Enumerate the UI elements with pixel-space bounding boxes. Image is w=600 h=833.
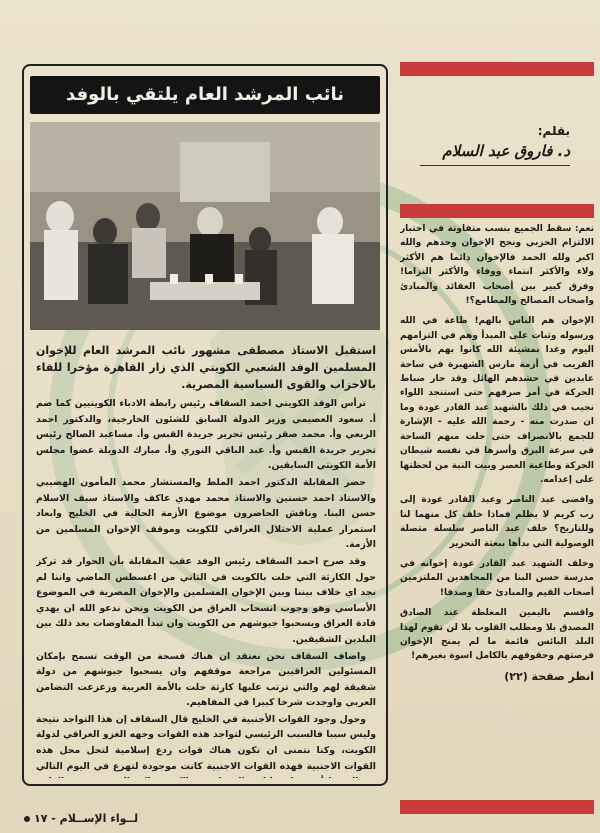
article-paragraph: ترأس الوفد الكويتي احمد السقاف رئيس رابطة الادباء الكويتيين كما ضم أ. سعود العصيمي وزير الدولة السابق للشئون الخارجية، والدكتور احمد الربعي وأ. محمد صقر رئيس تحرير جريدة القبس وأ. مساعيد الصالح رئيس تحرير جريدة القبس وأ. عبد الباقي النوري وأ. مبارك الدويلة عضوا مجلس الأمة الكويتي السابقين. [36, 398, 376, 472]
article-headline: نائب المرشد العام يلتقي بالوفد [30, 76, 380, 114]
column-paragraph: وافضى عبد الناصر وعبد القادر عودة إلى رب كريم لا يظلم فماذا خلف كل منهما لنا وللتاريخ؟ خلف عبد الناصر سلسلة متصلة الوصولية التي بدأها ببعثة التحرير [400, 495, 594, 549]
meeting-photo [30, 122, 380, 330]
column-paragraph: وخلف الشهيد عبد القادر عودة إخوانه في مدرسة حسن البنا من المجاهدين الملتزمين أصحاب القيم والمبادئ حقا وصدقا! [400, 558, 594, 598]
continued-link[interactable]: انظر صفحة (٢٢) [504, 669, 594, 683]
top-red-bar [400, 62, 594, 76]
article-paragraph: وقد صرح احمد السقاف رئيس الوفد عقب المقابلة بأن الحوار قد تركز حول الكارثة التي حلت بالكويت في الثاني من اغسطس الماضي واننا لم نجد اي خلاف بيننا وبين الإخوان المسلمين والإخوان المصرية في الموضوع الأساسي وهو وجوب انسحاب العراق من الكويت ونحن ندعو الله ان يهدي قادة العراق ويسحبوا جيوشهم من الكويت وان تبدأ المفاوضات بعد ذلك بين البلدين الشقيقين. [36, 555, 376, 645]
bullet-icon [24, 816, 30, 822]
column-paragraph: الإخوان هم الناس بالهم! طاعة في الله ورسوله وثبات على المبدأ وهم في التزامهم اليوم وغدا بمشيئة الله كانوا بهم بالأمس القريب في أزمة مارس الشهيرة في ساحة عابدين في حشدهم الهائل وقد حار ضباط الحركة في أمر صرفهم حتى استنجد اللواء نجيب في ذلك بالشهيد عبد القادر عودة وما ان صدرت منه - رحمة الله عليه - الإشارة للجمع بالانصراف حتى خلت منهم الساحة في سرعة البرق وأسرها في نفسه شيطان الحركة وطاغية العصر وبيت النية من لحظتها على إعدامه. [400, 316, 594, 485]
article-lead: استقبل الاستاذ مصطفى مشهور نائب المرشد العام للإخوان المسلمين الوفد الشعبي الكويتي الذي زار القاهرة مؤخرا للقاء بالاحزاب والقوى السياسية المصرية. [36, 344, 376, 391]
byline-label: بقلم: [537, 124, 570, 138]
byline-rule [420, 165, 570, 166]
column-paragraph: واقسم باليمين المغلظة عند الصادق المصدق بلا ومطلب القلوب بلا لن تقوم لهذا البلد البائس قائمة ما لم يمنح الإخوان فرصتهم وحقوقهم بالكامل اسوة بغيرهم! [400, 608, 594, 662]
page-footer [24, 812, 224, 825]
article-paragraph: حضر المقابلة الدكتور احمد الملط والمستشار محمد المأمون الهضيبي والاستاذ احمد حسنين والاستاذ محمد مهدي عاكف والاستاذ سيف الاسلام حسن البنا. وناقش الحاضرون موضوع الأزمة الحالية في الخليج وابعاد استمرار عملية الاحتلال العراقي للكويت وموقف الإخوان المسلمين من الأزمة. [36, 476, 376, 551]
author-name: د. فاروق عبد السلام [442, 142, 570, 160]
bottom-red-bar [400, 800, 594, 814]
article-paragraph: وحول وجود القوات الأجنبية في الخليج قال السقاف إن هذا التواجد نتيجة وليس سببا فالسبب الرئيسي لتواجد هذه القوات وجهه الغزو العراقي لدولة الكويت، وكنا نتمنى ان تكون هناك قوات ردع إسلامية لتحل محل هذه القوات الاجنبية فهذه القوات الاجنبية كانت موجودة لتهرع في اليوم التالي [36, 713, 376, 772]
column-paragraph: نعم: سقط الجميع بنسب متفاوتة في اختبار الالتزام الحزبي ونجح الإخوان وحدهم والله اكبر ولله الحمد فالإخوان دائما هم الأكثر ولاء والأكثر انتماء ووفاء والأكثر التزاما! وفرق كبير بين أصحاب العقائد والمبادئ واصحاب المصالح والمطامع؟! [400, 224, 594, 307]
column-body [400, 222, 594, 796]
footer-text: لــواء الإســلام - ١٧ [34, 812, 139, 825]
article-paragraph: واضاف السقاف نحن نعتقد ان هناك فسحة من الوقت تسمح بإمكان المسئولين العراقيين مراجعة موقفهم وان يسحبوا جيوشهم من دولة شقيقة لهم والتي ترتب عليها كارثة حلت بالأمة العربية وزعزعت التضامن العربي واوجدت شرخا كبيرا في المفاهيم. [36, 650, 376, 709]
article-box [22, 64, 388, 786]
middle-red-bar [400, 204, 594, 218]
article-body [36, 342, 376, 778]
